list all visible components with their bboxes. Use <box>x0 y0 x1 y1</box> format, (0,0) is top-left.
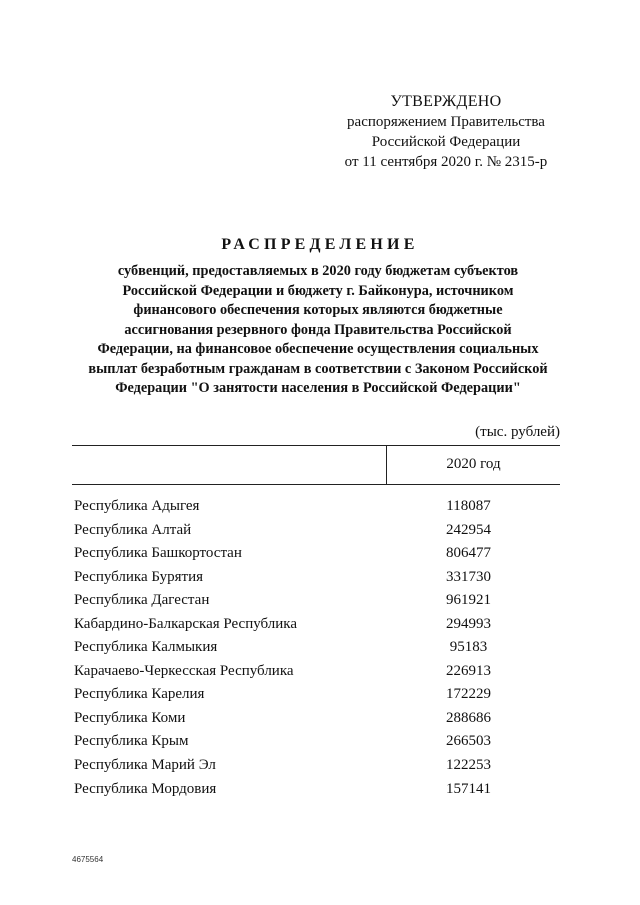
region-name: Республика Крым <box>74 733 189 750</box>
approval-line-2: Российской Федерации <box>371 134 521 150</box>
approval-block <box>330 92 562 172</box>
subtitle-line-5: Федерации, на финансовое обеспечение осуществления социальных <box>97 341 539 357</box>
table-header <box>72 445 560 485</box>
region-name: Карачаево-Черкесская Республика <box>74 662 294 679</box>
table-row <box>72 639 560 663</box>
subtitle-line-7: Федерации "О занятости населения в Российской Федерации" <box>115 380 521 396</box>
region-name: Республика Коми <box>74 709 186 726</box>
region-name: Республика Адыгея <box>74 498 200 514</box>
region-value: 288686 <box>446 709 491 726</box>
subtitle-line-4: ассигнования резервного фонда Правительства Российской <box>124 321 512 338</box>
table-row <box>72 663 560 687</box>
table-row <box>72 522 560 546</box>
units-label: (тыс. рублей) <box>475 424 560 440</box>
subtitle-line-1: субвенций, предоставляемых в 2020 году бюджетам субъектов <box>117 263 519 279</box>
region-name: Республика Дагестан <box>74 592 210 609</box>
region-value: 961921 <box>446 592 491 609</box>
region-name: Республика Калмыкия <box>74 639 218 656</box>
region-value: 95183 <box>449 639 488 656</box>
region-value: 806477 <box>446 545 491 562</box>
table-body <box>72 498 560 804</box>
table-row <box>72 616 560 640</box>
subtitle-line-3: финансового обеспечения которых являются бюджетные <box>133 302 503 318</box>
table-row <box>72 498 560 522</box>
table-row <box>72 733 560 757</box>
table-row <box>72 592 560 616</box>
table-row <box>72 757 560 781</box>
table-row <box>72 545 560 569</box>
table-row <box>72 569 560 593</box>
approval-line-3: от 11 сентября 2020 г. № 2315-р <box>344 154 548 170</box>
approval-heading: УТВЕРЖДЕНО <box>390 93 502 110</box>
region-value: 172229 <box>446 686 491 703</box>
document-subtitle <box>72 262 564 399</box>
approval-line-1: распоряжением Правительства <box>347 114 545 130</box>
region-name: Кабардино-Балкарская Республика <box>74 615 298 632</box>
table-row <box>72 710 560 734</box>
region-value: 157141 <box>446 780 491 797</box>
region-name: Республика Марий Эл <box>74 757 216 774</box>
region-value: 242954 <box>446 521 491 538</box>
region-name: Республика Карелия <box>74 686 205 703</box>
document-title: РАСПРЕДЕЛЕНИЕ <box>221 236 419 253</box>
subtitle-line-6: выплат безработным гражданам в соответствии с Законом Российской <box>88 360 548 377</box>
subtitle-line-2: Российской Федерации и бюджету г. Байконура, источником <box>122 282 514 299</box>
region-value: 122253 <box>446 757 491 774</box>
region-value: 331730 <box>446 568 491 585</box>
region-value: 226913 <box>446 662 491 679</box>
table-row <box>72 686 560 710</box>
column-header-year: 2020 год <box>446 456 501 472</box>
region-name: Республика Бурятия <box>74 568 204 585</box>
region-name: Республика Алтай <box>74 521 192 538</box>
region-name: Республика Башкортостан <box>74 545 242 562</box>
region-value: 118087 <box>446 498 491 514</box>
region-value: 294993 <box>446 615 491 632</box>
table-row <box>72 781 560 805</box>
region-value: 266503 <box>446 733 491 750</box>
region-name: Республика Мордовия <box>74 780 217 797</box>
document-number: 4675564 <box>72 855 104 864</box>
